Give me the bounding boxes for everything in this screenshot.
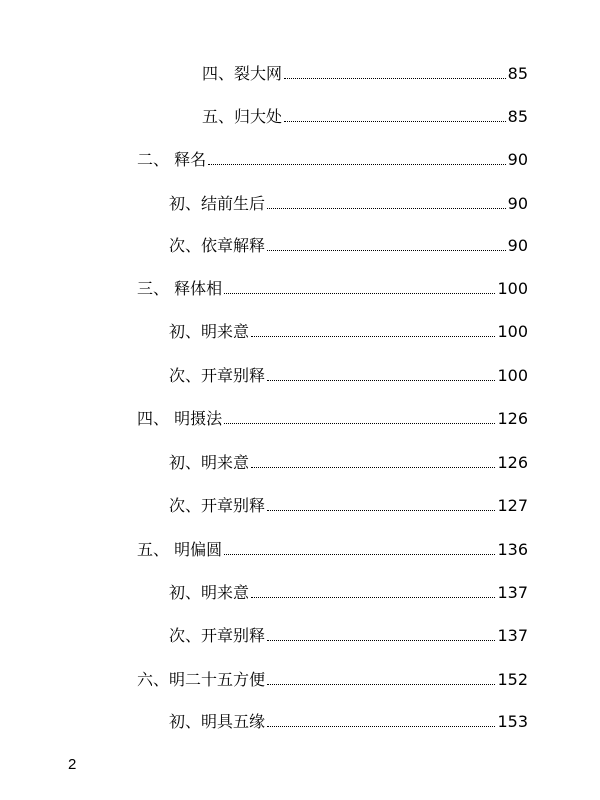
toc-entry-title: 释名 bbox=[174, 150, 207, 169]
toc-entry-title: 开章别释 bbox=[201, 626, 266, 645]
toc-entry bbox=[169, 236, 528, 256]
dot-leader bbox=[224, 422, 495, 424]
toc-entry bbox=[137, 279, 528, 299]
toc-entry-prefix: 次、 bbox=[169, 626, 202, 645]
toc-entry-page: 136 bbox=[497, 540, 528, 559]
toc-entry-prefix: 五、 bbox=[202, 107, 235, 126]
dot-leader bbox=[284, 120, 506, 122]
toc-entry-title: 裂大网 bbox=[234, 64, 283, 83]
toc-entry bbox=[137, 670, 528, 690]
toc-entry-prefix: 次、 bbox=[169, 496, 202, 515]
toc-entry-prefix: 六、 bbox=[137, 670, 170, 689]
dot-leader bbox=[208, 163, 506, 165]
dot-leader bbox=[267, 379, 495, 381]
toc-entry bbox=[169, 194, 528, 214]
toc-entry bbox=[169, 626, 528, 646]
toc-entry-page: 90 bbox=[507, 194, 528, 213]
toc-entry bbox=[137, 540, 528, 560]
page-number: 2 bbox=[68, 756, 77, 773]
toc-entry-title: 结前生后 bbox=[201, 194, 266, 213]
dot-leader bbox=[224, 292, 495, 294]
toc-entry-prefix: 次、 bbox=[169, 366, 202, 385]
toc-entry-page: 100 bbox=[497, 366, 528, 385]
toc-entry bbox=[169, 322, 528, 342]
dot-leader bbox=[267, 249, 506, 251]
toc-entry-prefix: 次、 bbox=[169, 236, 202, 255]
toc-entry-page: 85 bbox=[507, 107, 528, 126]
toc-entry-title: 明来意 bbox=[201, 453, 250, 472]
toc-entry-title: 依章解释 bbox=[201, 236, 266, 255]
dot-leader bbox=[284, 77, 506, 79]
dot-leader bbox=[251, 335, 495, 337]
toc-entry-prefix: 二、 bbox=[137, 150, 175, 169]
toc-entry-prefix: 初、 bbox=[169, 453, 202, 472]
toc-entry-title: 开章别释 bbox=[201, 366, 266, 385]
toc-entry-prefix: 初、 bbox=[169, 583, 202, 602]
toc-entry-page: 127 bbox=[497, 496, 528, 515]
toc-entry-title: 明具五缘 bbox=[201, 712, 266, 731]
toc-entry-page: 90 bbox=[507, 150, 528, 169]
toc-entry-page: 85 bbox=[507, 64, 528, 83]
toc-entry bbox=[169, 712, 528, 732]
toc-entry-prefix: 四、 bbox=[137, 409, 175, 428]
toc-entry-title: 明二十五方便 bbox=[169, 670, 266, 689]
toc-entry bbox=[202, 107, 528, 127]
toc-entry-title: 明来意 bbox=[201, 583, 250, 602]
toc-entry bbox=[169, 583, 528, 603]
toc-entry-title: 明偏圆 bbox=[174, 540, 223, 559]
toc-entry bbox=[169, 366, 528, 386]
toc-entry-prefix: 初、 bbox=[169, 322, 202, 341]
toc-entry-page: 126 bbox=[497, 409, 528, 428]
toc-entry bbox=[137, 150, 528, 170]
dot-leader bbox=[267, 683, 495, 685]
toc-entry-title: 明摄法 bbox=[174, 409, 223, 428]
toc-entry-page: 137 bbox=[497, 583, 528, 602]
toc-entry-prefix: 三、 bbox=[137, 279, 175, 298]
dot-leader bbox=[267, 509, 495, 511]
toc-entry-prefix: 四、 bbox=[202, 64, 235, 83]
toc-entry bbox=[169, 453, 528, 473]
toc-entry-page: 100 bbox=[497, 279, 528, 298]
toc-entry-page: 90 bbox=[507, 236, 528, 255]
toc-entry-title: 明来意 bbox=[201, 322, 250, 341]
dot-leader bbox=[267, 725, 495, 727]
toc-entry-prefix: 五、 bbox=[137, 540, 175, 559]
dot-leader bbox=[251, 596, 495, 598]
toc-entry-page: 153 bbox=[497, 712, 528, 731]
toc-entry bbox=[202, 64, 528, 84]
toc-entry-title: 释体相 bbox=[174, 279, 223, 298]
toc-entry-page: 100 bbox=[497, 322, 528, 341]
toc-entry bbox=[169, 496, 528, 516]
dot-leader bbox=[267, 639, 495, 641]
dot-leader bbox=[224, 553, 495, 555]
toc-entry-title: 开章别释 bbox=[201, 496, 266, 515]
toc-entry-prefix: 初、 bbox=[169, 712, 202, 731]
toc-entry-prefix: 初、 bbox=[169, 194, 202, 213]
toc-entry-page: 126 bbox=[497, 453, 528, 472]
dot-leader bbox=[267, 207, 506, 209]
toc-entry-title: 归大处 bbox=[234, 107, 283, 126]
dot-leader bbox=[251, 466, 495, 468]
toc-entry-page: 137 bbox=[497, 626, 528, 645]
toc-entry bbox=[137, 409, 528, 429]
toc-entry-page: 152 bbox=[497, 670, 528, 689]
